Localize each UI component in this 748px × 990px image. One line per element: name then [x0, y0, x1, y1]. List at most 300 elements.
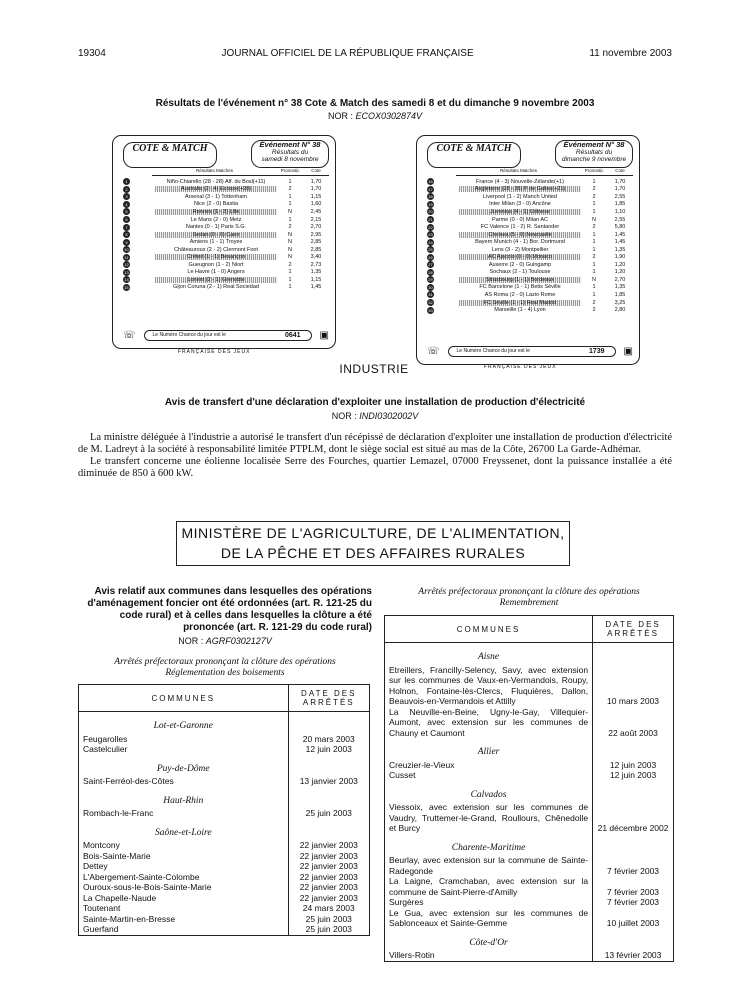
caption-line: Arrêtés préfectoraux prononçant la clôture des opérations	[114, 657, 336, 667]
cote-match-grid-sunday	[416, 135, 640, 365]
commune-name: Etreillers, Francilly-Selency, Savy, avec extension sur les communes de Vaux-en-Vermandois, Roupy, Holnon, Fontaine-lès-Clercs, Fluquières, Dallon, Beauvois-en-Vermandois et Attilly	[385, 665, 593, 707]
match-result: Auxerre (2 - 0) Guingamp	[488, 261, 552, 268]
nor-code: AGRF0302127V	[205, 636, 272, 646]
match-result: Marseille (1 - 4) Lyon	[494, 307, 546, 314]
event-sub: dimanche 9 novembre	[561, 156, 627, 163]
decision-date: 12 juin 2003	[593, 770, 674, 781]
commune-name: Villers-Rotin	[385, 950, 593, 961]
match-result: FC Séville (1 - 1) Real Madrid	[459, 300, 581, 306]
commune-name: Ouroux-sous-le-Bois-Sainte-Marie	[79, 882, 289, 893]
department-row	[79, 712, 370, 734]
right-table-caption	[384, 587, 674, 609]
match-result: Bayern Munich (4 - 1) Bor. Dortmund	[475, 239, 565, 246]
match-cote: 1,45	[614, 231, 626, 238]
department-name: Lot-et-Garonne	[79, 712, 289, 734]
table-row	[79, 872, 370, 883]
table-header-row	[79, 685, 370, 712]
grid-row	[427, 201, 633, 209]
grid-row	[123, 261, 329, 269]
department-name: Saône-et-Loire	[79, 819, 289, 841]
match-result: Nice (2 - 0) Bastia	[193, 201, 238, 208]
cote-match-logo: COTE & MATCH	[123, 142, 217, 168]
grid-row	[123, 186, 329, 194]
match-result: France (4 - 3) Nouvelle-Zélande(+1)	[476, 178, 564, 185]
event-title: Résultats de l'événement n° 38 Cote & Match des samedi 8 et du dimanche 9 novembre 2003	[155, 98, 595, 109]
grid-row	[123, 276, 329, 284]
section-industrie: INDUSTRIE	[339, 362, 409, 376]
match-number: 27	[428, 262, 433, 268]
empty-cell	[593, 738, 674, 760]
match-pronostic: 1	[592, 269, 596, 276]
nor-label: NOR :	[331, 411, 357, 421]
table-row	[79, 903, 370, 914]
match-pronostic: 1	[288, 178, 292, 185]
empty-cell	[593, 643, 674, 665]
left-table-caption	[78, 657, 372, 679]
commune-name: Viessoix, avec extension sur les communes de Vaudry, Truttemer-le-Grand, Roullours, Chênedolle et Burcy	[385, 802, 593, 834]
match-cote: 2,95	[310, 231, 322, 238]
event-number: Événement N° 38	[259, 140, 321, 149]
decision-date: 22 janvier 2003	[288, 851, 369, 862]
table-row	[385, 897, 674, 908]
ministry-heading	[176, 521, 570, 566]
match-result: Lorient (2 - 1) Grenoble	[155, 277, 277, 283]
col-pronostic: Pronostic	[581, 168, 607, 176]
left-table	[78, 684, 370, 936]
match-number: 30	[428, 284, 433, 290]
grid-rows	[427, 178, 633, 314]
match-number: 1	[123, 178, 130, 185]
table-row	[79, 808, 370, 819]
match-result: Strasbourg (1 - 1) Bordeaux	[459, 277, 581, 283]
industrie-title: Avis de transfert d'une déclaration d'exploiter une installation de production d'électricité	[164, 397, 586, 408]
grid-row	[427, 193, 633, 201]
grid-row	[427, 253, 633, 261]
industrie-nor	[78, 411, 672, 421]
match-pronostic: 1	[592, 201, 596, 208]
match-pronostic: N	[592, 216, 596, 223]
commune-name: La Neuville-en-Beine, Ugny-le-Gay, Villequier-Aumont, avec extension sur les communes de Chauny et Caumont	[385, 707, 593, 739]
match-result: Niño-Chiarello (28 - 28) Alf. du Bosl(+11)	[166, 178, 266, 185]
commune-name: Bois-Sainte-Marie	[79, 851, 289, 862]
nor-label: NOR :	[178, 636, 204, 646]
cote-match-logo: COTE & MATCH	[427, 142, 521, 168]
match-cote: 2,73	[310, 261, 322, 268]
department-name: Aisne	[385, 643, 593, 665]
commune-name: Surgères	[385, 897, 593, 908]
match-cote: 1,45	[310, 284, 322, 291]
caption-line: Réglementation des boisements	[165, 668, 285, 678]
table-row	[385, 855, 674, 876]
match-result: Sochaux (2 - 1) Toulouse	[489, 269, 551, 276]
decision-date: 10 mars 2003	[593, 665, 674, 707]
grid-row	[123, 238, 329, 246]
match-number: 33	[428, 307, 433, 313]
grid-header	[427, 168, 633, 176]
commune-name: Cusset	[385, 770, 593, 781]
grid-row	[427, 186, 633, 194]
page-number: 19304	[78, 48, 106, 59]
department-name: Puy-de-Dôme	[79, 755, 289, 777]
match-cote: 1,35	[310, 269, 322, 276]
grid-row	[427, 299, 633, 307]
match-number: 8	[123, 231, 130, 238]
col-cote: Cote	[303, 168, 329, 176]
lucky-number-label: Le Numéro Chance du jour est le	[152, 331, 226, 338]
commune-name: L'Abergement-Sainte-Colombe	[79, 872, 289, 883]
lucky-number-label: Le Numéro Chance du jour est le	[456, 347, 530, 354]
match-result: Arsenal (3 - 1) Tottenham	[185, 193, 247, 200]
match-pronostic: 2	[592, 299, 596, 306]
grid-row	[427, 306, 633, 314]
grid-row	[427, 231, 633, 239]
decision-date: 25 juin 2003	[288, 924, 369, 935]
commune-name: Beurlay, avec extension sur la commune de Sainte-Radegonde	[385, 855, 593, 876]
decision-date: 24 mars 2003	[288, 903, 369, 914]
match-cote: 1,70	[614, 186, 626, 193]
match-pronostic: 1	[592, 284, 596, 291]
grid-row	[123, 208, 329, 216]
match-cote: 2,15	[310, 216, 322, 223]
decision-date: 22 janvier 2003	[288, 872, 369, 883]
match-result: Gijon Coruna (2 - 1) Real Sociedad	[173, 284, 259, 291]
match-pronostic: 1	[288, 193, 292, 200]
grid-footer	[123, 328, 329, 342]
match-number: 6	[123, 216, 130, 223]
match-cote: 2,55	[614, 216, 626, 223]
grid-row	[427, 291, 633, 299]
event-sub: Résultats du	[271, 149, 309, 156]
table-row	[385, 665, 674, 707]
commune-name: La Laigne, Cramchaban, avec extension sur la commune de Saint-Pierre-d'Amilly	[385, 876, 593, 897]
match-cote: 1,15	[310, 193, 322, 200]
match-number: 3	[123, 193, 130, 200]
match-pronostic: 1	[592, 246, 596, 253]
match-result: Inter Milan (3 - 0) Ancône	[489, 201, 551, 208]
decision-date: 25 juin 2003	[288, 808, 369, 819]
commune-name: Castelculier	[79, 744, 289, 755]
table-row	[79, 744, 370, 755]
match-pronostic: 1	[592, 291, 596, 298]
grid-header	[123, 168, 329, 176]
match-number: 4	[123, 201, 130, 208]
issue-date: 11 novembre 2003	[589, 48, 672, 59]
ministry-line: DE LA PÊCHE ET DES AFFAIRES RURALES	[220, 545, 526, 561]
match-result: Châteauroux (2 - 2) Clermont Foot	[173, 246, 259, 253]
decision-date: 13 janvier 2003	[288, 776, 369, 787]
table-row	[79, 776, 370, 787]
match-result: Lens (3 - 2) Montpellier	[491, 246, 549, 253]
lucky-number-pill	[144, 330, 312, 341]
table-row	[79, 893, 370, 904]
page-header	[78, 48, 672, 59]
col-date: DATE DES ARRÊTÉS	[288, 685, 369, 712]
event-sub: Résultats du	[575, 149, 613, 156]
decision-date: 10 juillet 2003	[593, 908, 674, 929]
commune-name: Creuzier-le-Vieux	[385, 760, 593, 771]
grid-row	[427, 178, 633, 186]
match-cote: 5,80	[614, 224, 626, 231]
commune-name: Rombach-le-Franc	[79, 808, 289, 819]
match-number: 11	[124, 254, 129, 260]
grid-row	[123, 253, 329, 261]
match-number: 16	[428, 179, 433, 185]
table-row	[79, 734, 370, 745]
department-row	[79, 819, 370, 841]
col-communes: COMMUNES	[79, 685, 289, 712]
event-nor	[60, 111, 690, 121]
match-result: Nantes (0 - 1) Paris S.G.	[185, 224, 247, 231]
match-cote: 2,85	[310, 246, 322, 253]
empty-cell	[288, 712, 369, 734]
match-pronostic: N	[592, 276, 596, 283]
col-pronostic: Pronostic	[277, 168, 303, 176]
grid-row	[427, 261, 633, 269]
table-row	[385, 950, 674, 961]
match-result: FC Valence (1 - 2) R. Santander	[480, 224, 560, 231]
match-number: 7	[123, 224, 130, 231]
match-cote: 1,20	[614, 261, 626, 268]
match-number: 19	[428, 201, 433, 207]
match-cote: 1,85	[614, 291, 626, 298]
department-name: Côte-d'Or	[385, 929, 593, 951]
match-result: Le Havre (1 - 0) Angers	[187, 269, 245, 276]
grid-row	[427, 246, 633, 254]
decision-date: 22 août 2003	[593, 707, 674, 739]
grid-row	[427, 238, 633, 246]
match-result: Rennes (1 - 3) Lille	[155, 209, 277, 215]
match-pronostic: 2	[592, 254, 596, 261]
match-cote: 1,70	[310, 178, 322, 185]
grid-row	[427, 276, 633, 284]
table-header-row	[385, 616, 674, 643]
match-pronostic: N	[288, 208, 292, 215]
match-number: 26	[428, 254, 433, 260]
grid-row	[123, 231, 329, 239]
grid-row	[123, 193, 329, 201]
match-cote: 1,60	[310, 201, 322, 208]
table-row	[385, 908, 674, 929]
match-result: Amiens (1 - 1) Troyes	[189, 239, 243, 246]
table-row	[385, 707, 674, 739]
department-row	[385, 929, 674, 951]
match-result: Juventus (4 - 1) Udinese	[459, 209, 581, 215]
match-cote: 2,70	[614, 276, 626, 283]
match-result: Sedan (0 - 0) Caen	[155, 232, 277, 238]
match-pronostic: 2	[592, 307, 596, 314]
commune-name: Toutenant	[79, 903, 289, 914]
grid-rows	[123, 178, 329, 291]
decision-date: 22 janvier 2003	[288, 840, 369, 851]
empty-cell	[288, 787, 369, 809]
decision-date: 7 février 2003	[593, 897, 674, 908]
terminal-icon: ▣	[623, 345, 633, 357]
event-number: Événement N° 38	[563, 140, 625, 149]
col-date: DATE DES ARRÊTÉS	[593, 616, 674, 643]
match-number: 29	[428, 277, 433, 283]
match-result: Gueugnon (1 - 2) Niort	[188, 261, 244, 268]
empty-cell	[593, 781, 674, 803]
terminal-icon: ▣	[319, 329, 329, 341]
match-cote: 2,45	[310, 208, 322, 215]
match-cote: 1,90	[614, 254, 626, 261]
decision-date: 12 juin 2003	[593, 760, 674, 771]
event-sub: samedi 8 novembre	[261, 156, 319, 163]
match-pronostic: 2	[288, 224, 292, 231]
match-number: 10	[124, 247, 129, 253]
grid-row	[427, 269, 633, 277]
match-number: 17	[428, 186, 433, 192]
match-pronostic: 2	[288, 186, 292, 193]
phone-icon: ☏	[427, 345, 440, 357]
department-name: Haut-Rhin	[79, 787, 289, 809]
department-row	[385, 781, 674, 803]
right-table	[384, 615, 674, 962]
match-pronostic: 1	[592, 231, 596, 238]
match-pronostic: 1	[288, 284, 292, 291]
grid-row	[427, 208, 633, 216]
decision-date: 22 janvier 2003	[288, 861, 369, 872]
department-name: Calvados	[385, 781, 593, 803]
table-row	[385, 802, 674, 834]
match-number: 21	[428, 217, 433, 222]
commune-name: Le Gua, avec extension sur les communes de Sablonceaux et Sainte-Gemme	[385, 908, 593, 929]
event-label-box	[555, 140, 633, 168]
decision-date: 21 décembre 2002	[593, 802, 674, 834]
fdj-label: FRANÇAISE DES JEUX	[178, 349, 251, 355]
match-result: Chelsea (5 - 0) Newcastle	[459, 232, 581, 238]
match-result: AS Roma (2 - 0) Lazio Rome	[484, 291, 556, 298]
col-communes: COMMUNES	[385, 616, 593, 643]
match-number: 24	[428, 239, 433, 245]
match-pronostic: N	[288, 231, 292, 238]
match-number: 22	[428, 224, 433, 230]
match-result: Parme (0 - 0) Milan AC	[492, 216, 548, 223]
match-cote: 3,25	[614, 299, 626, 306]
decision-date: 22 janvier 2003	[288, 893, 369, 904]
grid-row	[123, 201, 329, 209]
match-result: Australie (2 - 4) Écosse(+28)	[155, 186, 277, 192]
grid-row	[427, 216, 633, 224]
commune-name: Guerfand	[79, 924, 289, 935]
match-pronostic: 1	[592, 178, 596, 185]
match-cote: 2,55	[614, 193, 626, 200]
match-pronostic: 1	[288, 216, 292, 223]
grid-row	[123, 284, 329, 292]
grid-row	[123, 269, 329, 277]
table-row	[79, 924, 370, 935]
match-pronostic: 2	[288, 261, 292, 268]
commune-name: Montcony	[79, 840, 289, 851]
col-matches: Résultats Matches	[152, 168, 277, 176]
table-row	[79, 861, 370, 872]
match-cote: 1,20	[614, 269, 626, 276]
match-pronostic: 1	[288, 269, 292, 276]
match-cote: 1,35	[614, 246, 626, 253]
match-result: Créteil (1 - 1) Besançon	[155, 254, 277, 260]
match-cote: 1,85	[614, 201, 626, 208]
match-cote: 3,40	[310, 254, 322, 261]
empty-cell	[593, 929, 674, 951]
department-name: Allier	[385, 738, 593, 760]
commune-name: Sainte-Martin-en-Bresse	[79, 914, 289, 925]
caption-line: Arrêtés préfectoraux prononçant la clôture des opérations	[418, 587, 640, 597]
nor-label: NOR :	[327, 111, 353, 121]
table-row	[385, 770, 674, 781]
match-pronostic: N	[288, 239, 292, 246]
col-matches: Résultats Matches	[456, 168, 581, 176]
match-pronostic: 2	[592, 193, 596, 200]
cote-match-grid-saturday	[112, 135, 336, 349]
grid-row	[123, 178, 329, 186]
match-cote: 2,80	[614, 307, 626, 314]
match-number: 5	[123, 208, 130, 215]
decision-date: 22 janvier 2003	[288, 882, 369, 893]
match-number: 9	[123, 239, 130, 246]
lucky-number: 1739	[588, 347, 605, 355]
match-number: 31	[428, 292, 433, 298]
grid-row	[123, 216, 329, 224]
grid-row	[427, 284, 633, 292]
table-row	[79, 840, 370, 851]
commune-name: Feugarolles	[79, 734, 289, 745]
nor-code: INDI0302002V	[359, 411, 419, 421]
match-cote: 1,70	[310, 186, 322, 193]
empty-cell	[288, 819, 369, 841]
commune-name: Dettey	[79, 861, 289, 872]
match-pronostic: 1	[288, 276, 292, 283]
match-number: 2	[123, 186, 130, 193]
industrie-body	[78, 432, 672, 480]
match-number: 25	[428, 247, 433, 253]
decision-date: 20 mars 2003	[288, 734, 369, 745]
match-cote: 1,10	[614, 208, 626, 215]
match-cote: 2,70	[310, 224, 322, 231]
match-number: 23	[428, 232, 433, 238]
decision-date: 12 juin 2003	[288, 744, 369, 755]
table-row	[79, 851, 370, 862]
match-pronostic: 2	[592, 186, 596, 193]
event-label-box	[251, 140, 329, 168]
table-row	[79, 914, 370, 925]
lucky-number-pill	[448, 346, 616, 357]
decision-date: 7 février 2003	[593, 855, 674, 876]
match-result: Le Mans (2 - 0) Metz	[190, 216, 242, 223]
match-pronostic: 1	[592, 208, 596, 215]
department-row	[385, 738, 674, 760]
department-row	[385, 643, 674, 665]
department-row	[385, 834, 674, 856]
match-cote: 1,70	[614, 178, 626, 185]
match-pronostic: 1	[288, 201, 292, 208]
match-pronostic: 2	[592, 224, 596, 231]
match-number: 18	[428, 194, 433, 200]
match-number: 13	[124, 269, 129, 275]
ministry-line: MINISTÈRE DE L'AGRICULTURE, DE L'ALIMENTATION,	[181, 525, 565, 541]
commune-name: Saint-Ferréol-des-Côtes	[79, 776, 289, 787]
decision-date: 7 février 2003	[593, 876, 674, 897]
paragraph: Le transfert concerne une éolienne localisée Serre des Fourches, quartier Lemazel, 07000 Freyssenet, dont la puissance installée a été diminuée de 850 à 600 kW.	[78, 456, 672, 479]
department-row	[79, 755, 370, 777]
match-result: FC Barcelone (1 - 1) Betis Séville	[479, 284, 561, 291]
grid-footer	[427, 344, 633, 358]
decision-date: 13 février 2003	[593, 950, 674, 961]
avis-nor	[78, 636, 372, 646]
match-cote: 1,15	[310, 276, 322, 283]
table-row	[79, 882, 370, 893]
match-number: 28	[428, 269, 433, 275]
match-cote: 1,45	[614, 239, 626, 246]
